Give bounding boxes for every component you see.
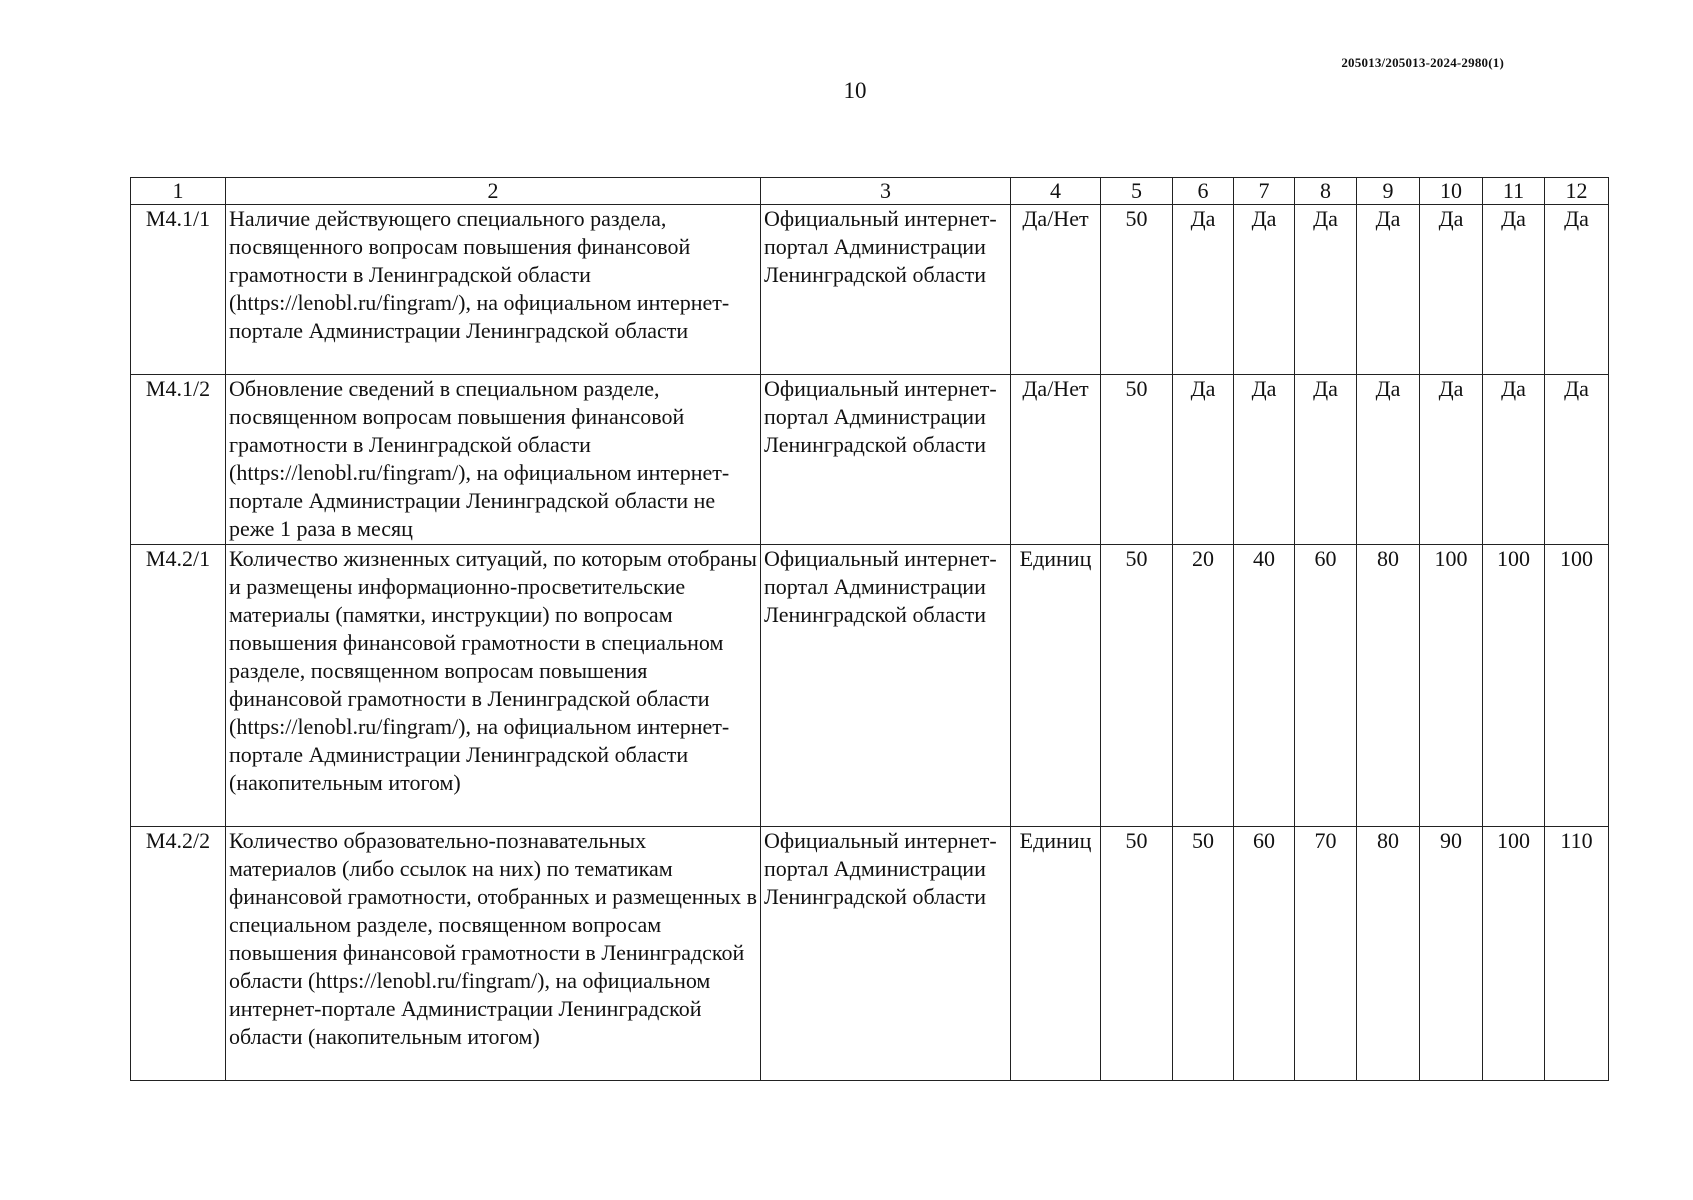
row-value: 20 — [1173, 545, 1234, 827]
row-value: 90 — [1420, 827, 1483, 1081]
row-code: М4.1/2 — [131, 375, 226, 545]
row-value: Да — [1295, 375, 1357, 545]
row-source: Официальный интернет-портал Администрации Ленинградской области — [761, 827, 1011, 1081]
row-source: Официальный интернет-портал Администрации Ленинградской области — [761, 375, 1011, 545]
data-table — [130, 177, 1609, 1081]
column-header: 9 — [1357, 178, 1420, 205]
row-code: М4.2/1 — [131, 545, 226, 827]
row-value: Да — [1173, 375, 1234, 545]
row-value: 60 — [1295, 545, 1357, 827]
row-value: Да — [1483, 205, 1545, 375]
column-header: 6 — [1173, 178, 1234, 205]
row-value: Да — [1545, 375, 1609, 545]
column-header: 10 — [1420, 178, 1483, 205]
column-header: 12 — [1545, 178, 1609, 205]
row-value: Да — [1483, 375, 1545, 545]
row-description: Количество жизненных ситуаций, по которым отобраны и размещены информационно-просветительские материалы (памятки, инструкции) по вопросам повышения финансовой грамотности в специальном разделе, посвященном вопросам повышения финансовой грамотности в Ленинградской области (https://lenobl.ru/fingram/), на официальном интернет-портале Администрации Ленинградской области (накопительным итогом) — [226, 545, 761, 827]
column-header: 11 — [1483, 178, 1545, 205]
column-header: 3 — [761, 178, 1011, 205]
row-value: 110 — [1545, 827, 1609, 1081]
row-value: 100 — [1545, 545, 1609, 827]
document-id: 205013/205013-2024-2980(1) — [1341, 55, 1504, 70]
row-unit: Да/Нет — [1011, 205, 1101, 375]
row-value: Да — [1545, 205, 1609, 375]
row-value: 100 — [1420, 545, 1483, 827]
row-source: Официальный интернет-портал Администрации Ленинградской области — [761, 545, 1011, 827]
row-value: Да — [1295, 205, 1357, 375]
column-header: 5 — [1101, 178, 1173, 205]
row-value: Да — [1357, 205, 1420, 375]
table-header-row — [131, 178, 1609, 205]
row-description: Наличие действующего специального раздела, посвященного вопросам повышения финансовой грамотности в Ленинградской области (https://lenobl.ru/fingram/), на официальном интернет-портале Администрации Ленинградской области — [226, 205, 761, 375]
row-value: 40 — [1234, 545, 1295, 827]
row-unit: Единиц — [1011, 545, 1101, 827]
row-value: 100 — [1483, 545, 1545, 827]
column-header: 1 — [131, 178, 226, 205]
row-code: М4.1/1 — [131, 205, 226, 375]
row-unit: Единиц — [1011, 827, 1101, 1081]
row-value: 50 — [1101, 545, 1173, 827]
row-value: 80 — [1357, 545, 1420, 827]
row-value: 70 — [1295, 827, 1357, 1081]
row-value: 50 — [1101, 827, 1173, 1081]
row-value: Да — [1420, 375, 1483, 545]
row-description: Обновление сведений в специальном разделе, посвященном вопросам повышения финансовой грамотности в Ленинградской области (https://lenobl.ru/fingram/), на официальном интернет-портале Администрации Ленинградской области не реже 1 раза в месяц — [226, 375, 761, 545]
column-header: 2 — [226, 178, 761, 205]
row-description: Количество образовательно-познавательных материалов (либо ссылок на них) по тематикам финансовой грамотности, отобранных и размещенных в специальном разделе, посвященном вопросам повышения финансовой грамотности в Ленинградской области (https://lenobl.ru/fingram/), на официальном интернет-портале Администрации Ленинградской области (накопительным итогом) — [226, 827, 761, 1081]
column-header: 8 — [1295, 178, 1357, 205]
table-row — [131, 545, 1609, 827]
column-header: 4 — [1011, 178, 1101, 205]
row-value: Да — [1173, 205, 1234, 375]
table-row — [131, 375, 1609, 545]
row-unit: Да/Нет — [1011, 375, 1101, 545]
row-value: Да — [1357, 375, 1420, 545]
row-value: Да — [1234, 375, 1295, 545]
row-value: 100 — [1483, 827, 1545, 1081]
page-number: 10 — [843, 78, 867, 103]
row-value: 60 — [1234, 827, 1295, 1081]
row-value: 50 — [1101, 375, 1173, 545]
table-row — [131, 205, 1609, 375]
row-value: Да — [1420, 205, 1483, 375]
column-header: 7 — [1234, 178, 1295, 205]
row-code: М4.2/2 — [131, 827, 226, 1081]
row-value: 80 — [1357, 827, 1420, 1081]
row-value: 50 — [1101, 205, 1173, 375]
row-value: Да — [1234, 205, 1295, 375]
table-row — [131, 827, 1609, 1081]
row-source: Официальный интернет-портал Администрации Ленинградской области — [761, 205, 1011, 375]
row-value: 50 — [1173, 827, 1234, 1081]
